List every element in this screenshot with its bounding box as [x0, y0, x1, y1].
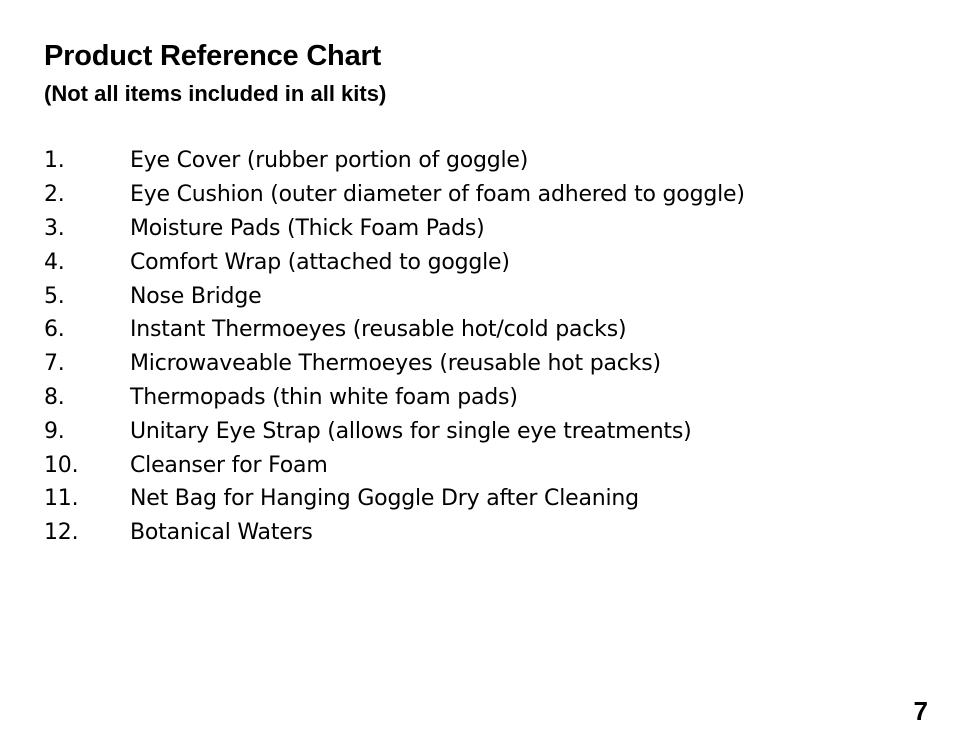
item-number: 3.: [44, 215, 65, 241]
item-number: 4.: [44, 249, 65, 275]
list-item: [44, 516, 745, 550]
item-number: 11.: [44, 486, 79, 512]
item-text: Moisture Pads (Thick Foam Pads): [130, 215, 485, 241]
item-text: Eye Cover (rubber portion of goggle): [130, 148, 529, 174]
item-text: Nose Bridge: [130, 283, 262, 309]
item-text: Thermopads (thin white foam pads): [130, 384, 518, 410]
product-reference-list: [44, 144, 745, 550]
item-text: Botanical Waters: [130, 520, 313, 546]
item-number: 9.: [44, 418, 65, 444]
item-text: Microwaveable Thermoeyes (reusable hot packs): [130, 351, 661, 377]
list-item: [44, 414, 745, 448]
item-text: Net Bag for Hanging Goggle Dry after Cleaning: [130, 486, 639, 512]
list-item: [44, 381, 745, 415]
item-text: Instant Thermoeyes (reusable hot/cold packs): [130, 317, 627, 343]
item-text: Unitary Eye Strap (allows for single eye treatments): [130, 418, 692, 444]
list-item: [44, 482, 745, 516]
page-title: Product Reference Chart: [44, 40, 382, 72]
item-number: 7.: [44, 351, 65, 377]
item-number: 2.: [44, 182, 65, 208]
item-number: 12.: [44, 520, 79, 546]
list-item: [44, 212, 745, 246]
item-number: 5.: [44, 283, 65, 309]
list-item: [44, 448, 745, 482]
list-item: [44, 245, 745, 279]
item-number: 6.: [44, 317, 65, 343]
page-subtitle: (Not all items included in all kits): [44, 81, 387, 106]
item-text: Eye Cushion (outer diameter of foam adhered to goggle): [130, 182, 745, 208]
list-item: [44, 178, 745, 212]
item-text: Comfort Wrap (attached to goggle): [130, 249, 510, 275]
page-number: 7: [913, 696, 928, 726]
item-number: 10.: [44, 452, 79, 478]
list-item: [44, 347, 745, 381]
list-item: [44, 313, 745, 347]
item-number: 8.: [44, 384, 65, 410]
list-item: [44, 279, 745, 313]
item-text: Cleanser for Foam: [130, 452, 328, 478]
item-number: 1.: [44, 148, 65, 174]
list-item: [44, 144, 745, 178]
